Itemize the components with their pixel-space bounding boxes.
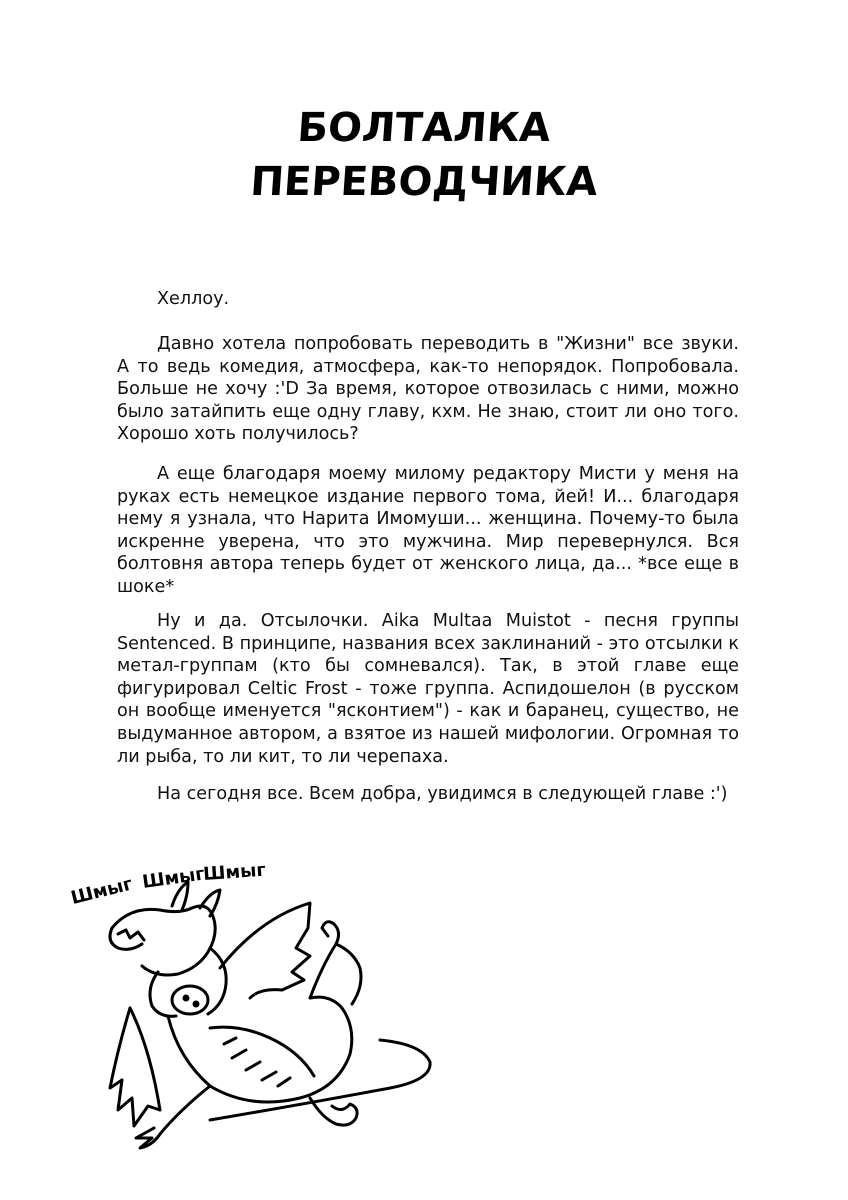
paragraph-2-block (117, 463, 739, 599)
paragraph-3-block (117, 610, 739, 768)
greeting-text: Хеллоу. (157, 289, 230, 309)
closing-block (117, 783, 739, 806)
dragon-illustration (60, 848, 440, 1168)
sfx-sniff-3: Шмыг (202, 859, 267, 885)
paragraph-1: Давно хотела попробовать переводить в "Жизни" все звуки. А то ведь комедия, атмосфера, как-то непорядок. Попробовала. Больше не хочу :'D За время, которое отвозилась с ними, можно было затайпить еще одну главу, кхм. Не знаю, стоит ли оно того. Хорошо хоть получилось? (117, 334, 739, 445)
greeting-block (117, 288, 739, 311)
page-title-line-2: ПЕРЕВОДЧИКА (248, 159, 600, 205)
closing-text: На сегодня все. Всем добра, увидимся в следующей главе :') (157, 784, 728, 804)
paragraph-3: Ну и да. Отсылочки. Aika Multaa Muistot - песня группы Sentenced. В принципе, названия всех заклинаний - это отсылки к метал-группам (кто бы сомневался). Так, в этой главе еще фигурировал Celtic Frost - тоже группа. Аспидошелон (в русском он вообще именуется "ясконтием") - как и баранец, существо, не выдуманное автором, а взятое из нашей мифологии. Огромная то ли рыба, то ли кит, то ли черепаха. (117, 611, 739, 767)
paragraph-2: А еще благодаря моему милому редактору Мисти у меня на руках есть немецкое издание первого тома, йей! И... благодаря нему я узнала, что Нарита Имомуши... женщина. Почему-то была искренне уверена, что это мужчина. Мир перевернулся. Вся болтовня автора теперь будет от женского лица, да... *все еще в шоке* (117, 464, 739, 597)
page-title-line-1: БОЛТАЛКА (295, 105, 553, 151)
sfx-sniff-1: Шмыг (68, 873, 135, 909)
paragraph-1-block (117, 333, 739, 446)
sfx-sniff-2: Шмыг (141, 863, 207, 893)
